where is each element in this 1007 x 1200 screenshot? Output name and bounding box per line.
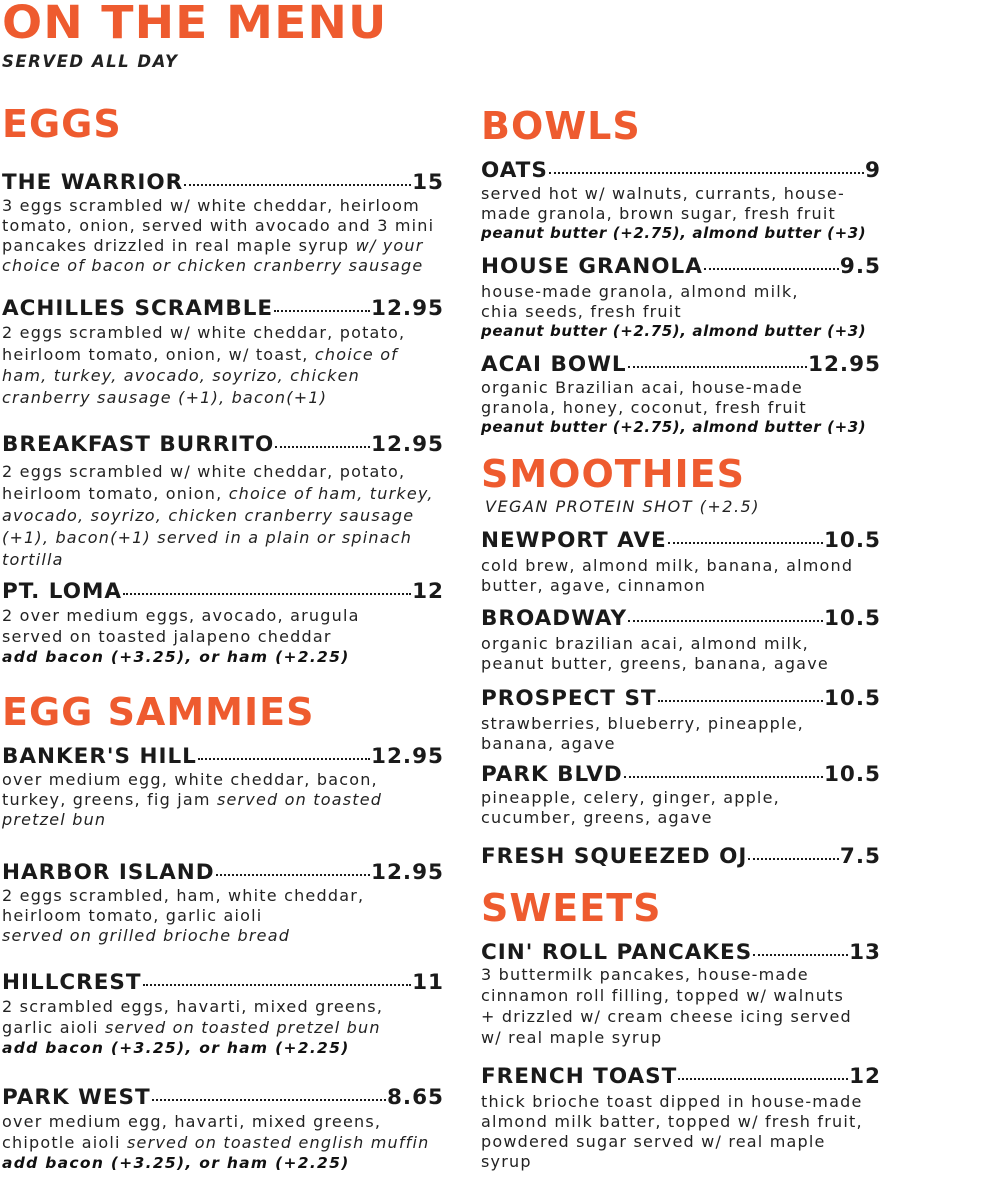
menu-item-french-toast <box>481 1064 881 1172</box>
item-name: BROADWAY <box>481 606 628 631</box>
item-description: cold brew, almond milk, banana, almond butter, agave, cinnamon <box>481 556 854 595</box>
item-addon: add bacon (+3.25), or ham (+2.25) <box>2 648 350 666</box>
item-description: 2 eggs scrambled, ham, white cheddar, heirloom tomato, garlic aioli served on grilled brioche bread <box>2 886 365 945</box>
item-name: BANKER'S HILL <box>2 744 197 769</box>
item-addon: peanut butter (+2.75), almond butter (+3) <box>481 322 867 340</box>
item-description: served hot w/ walnuts, currants, house-made granola, brown sugar, fresh fruit <box>481 184 845 223</box>
menu-item-broadway <box>481 606 881 674</box>
menu-title: ON THE MENU <box>2 0 388 49</box>
item-addon: peanut butter (+2.75), almond butter (+3) <box>481 418 867 436</box>
item-description: 3 buttermilk pancakes, house-made cinnamon roll filling, topped w/ walnuts + drizzled w/ cream cheese icing served w/ real maple syrup <box>481 965 852 1047</box>
section-title-smoothies: SMOOTHIES <box>481 452 745 496</box>
item-price: 11 <box>412 970 444 995</box>
item-name: NEWPORT AVE <box>481 528 667 553</box>
menu-item-oats <box>481 158 881 243</box>
item-name: THE WARRIOR <box>2 170 184 195</box>
item-description: thick brioche toast dipped in house-made almond milk batter, topped w/ fresh fruit, powdered sugar served w/ real maple syrup <box>481 1092 863 1171</box>
smoothies-note: VEGAN PROTEIN SHOT (+2.5) <box>485 497 760 516</box>
item-name: ACAI BOWL <box>481 352 627 377</box>
item-price: 15 <box>412 170 444 195</box>
item-price: 9 <box>865 158 881 183</box>
menu-item-acai-bowl <box>481 352 881 437</box>
item-name: HOUSE GRANOLA <box>481 254 703 279</box>
item-addon: peanut butter (+2.75), almond butter (+3) <box>481 224 867 242</box>
item-description: 3 eggs scrambled w/ white cheddar, heirloom tomato, onion, served with avocado and 3 mini pancakes drizzled in real maple syrup w/ your choice of bacon or chicken cranberry sausage <box>2 196 435 275</box>
item-description: 2 scrambled eggs, havarti, mixed greens, garlic aioli served on toasted pretzel bun <box>2 997 384 1037</box>
item-name: BREAKFAST BURRITO <box>2 432 275 457</box>
item-name: ACHILLES SCRAMBLE <box>2 296 274 321</box>
menu-item-the-warrior <box>2 170 444 276</box>
item-description: organic brazilian acai, almond milk, peanut butter, greens, banana, agave <box>481 634 829 673</box>
item-price: 12 <box>849 1064 881 1089</box>
item-description: organic Brazilian acai, house-made granola, honey, coconut, fresh fruit <box>481 378 807 417</box>
item-price: 9.5 <box>839 254 881 279</box>
item-description: over medium egg, white cheddar, bacon, turkey, greens, fig jam served on toasted pretzel bun <box>2 770 383 829</box>
item-name: PT. LOMA <box>2 579 123 604</box>
item-price: 12.95 <box>807 352 881 377</box>
item-name: PROSPECT ST <box>481 686 657 711</box>
item-name: PARK BLVD <box>481 762 623 787</box>
item-description: 2 eggs scrambled w/ white cheddar, potato, heirloom tomato, onion, choice of ham, turkey, avocado, soyrizo, chicken cranberry sausage (+1), bacon(+1) served in a plain or spinach tortilla <box>2 462 434 569</box>
menu-item-pt-loma <box>2 579 444 668</box>
item-addon: add bacon (+3.25), or ham (+2.25) <box>2 1039 350 1057</box>
item-price: 12.95 <box>370 432 444 457</box>
item-price: 12.95 <box>370 744 444 769</box>
item-price: 12.95 <box>370 296 444 321</box>
menu-item-fresh-squeezed-oj <box>481 844 881 870</box>
section-title-eggs: EGGS <box>2 102 122 146</box>
item-addon: add bacon (+3.25), or ham (+2.25) <box>2 1154 350 1172</box>
section-title-egg-sammies: EGG SAMMIES <box>2 690 315 734</box>
menu-subtitle: SERVED ALL DAY <box>2 52 179 71</box>
item-name: CIN' ROLL PANCAKES <box>481 940 753 965</box>
item-name: PARK WEST <box>2 1085 151 1110</box>
item-name: HARBOR ISLAND <box>2 860 215 885</box>
menu-item-cin-roll-pancakes <box>481 940 881 1048</box>
menu-item-park-west <box>2 1085 444 1174</box>
item-price: 10.5 <box>823 528 881 553</box>
item-description: strawberries, blueberry, pineapple, banana, agave <box>481 714 804 753</box>
menu-item-hillcrest <box>2 970 444 1059</box>
item-name: FRESH SQUEEZED OJ <box>481 844 748 869</box>
menu-item-prospect-st <box>481 686 881 754</box>
item-price: 12 <box>412 579 444 604</box>
item-description: 2 eggs scrambled w/ white cheddar, potato, heirloom tomato, onion, w/ toast, choice of ham, turkey, avocado, soyrizo, chicken cranberry sausage (+1), bacon(+1) <box>2 323 406 407</box>
menu-item-park-blvd <box>481 762 881 828</box>
item-name: HILLCREST <box>2 970 142 995</box>
item-name: OATS <box>481 158 548 183</box>
section-title-sweets: SWEETS <box>481 886 662 930</box>
menu-item-house-granola <box>481 254 881 341</box>
menu-item-bankers-hill <box>2 744 444 830</box>
item-description: house-made granola, almond milk, chia seeds, fresh fruit <box>481 282 799 321</box>
menu-item-harbor-island <box>2 860 444 946</box>
item-description: over medium egg, havarti, mixed greens, chipotle aioli served on toasted english muffin <box>2 1112 430 1152</box>
item-price: 13 <box>849 940 881 965</box>
menu-item-breakfast-burrito <box>2 432 444 571</box>
section-title-bowls: BOWLS <box>481 104 641 148</box>
item-price: 10.5 <box>823 686 881 711</box>
item-price: 10.5 <box>823 606 881 631</box>
menu-item-achilles-scramble <box>2 296 444 408</box>
item-price: 12.95 <box>370 860 444 885</box>
item-name: FRENCH TOAST <box>481 1064 678 1089</box>
item-price: 8.65 <box>386 1085 444 1110</box>
menu-item-newport-ave <box>481 528 881 596</box>
item-price: 7.5 <box>839 844 881 869</box>
item-description: 2 over medium eggs, avocado, arugula served on toasted jalapeno cheddar <box>2 606 360 646</box>
item-price: 10.5 <box>823 762 881 787</box>
item-description: pineapple, celery, ginger, apple, cucumber, greens, agave <box>481 788 780 827</box>
